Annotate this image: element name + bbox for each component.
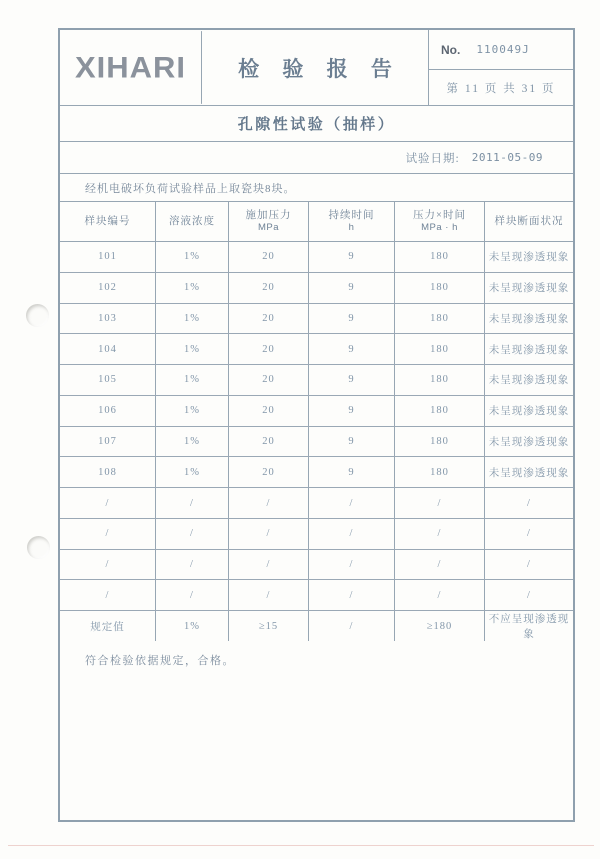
section-title: 孔隙性试验（抽样） — [60, 106, 573, 142]
table-cell: / — [60, 580, 156, 610]
table-cell: 1% — [156, 334, 229, 364]
table-cell: / — [309, 519, 395, 549]
test-date-value: 2011-05-09 — [471, 151, 543, 164]
page-indicator: 第 11 页 共 31 页 — [446, 82, 556, 95]
table-cell: 180 — [395, 396, 485, 426]
column-header-pressure-time — [395, 202, 485, 241]
table-cell: 未呈现渗透现象 — [488, 283, 570, 295]
table-cell: / — [229, 519, 309, 549]
table-row — [60, 611, 573, 641]
table-cell: / — [527, 559, 531, 571]
table-cell: 1% — [156, 242, 229, 272]
table-cell: 180 — [395, 457, 485, 487]
table-cell: / — [229, 550, 309, 580]
table-row — [60, 365, 573, 396]
table-cell: 9 — [309, 273, 395, 303]
table-row — [60, 488, 573, 519]
table-cell: 20 — [229, 396, 309, 426]
table-cell: 180 — [395, 334, 485, 364]
column-header-label: 样块断面状况 — [494, 215, 564, 227]
table-cell: 180 — [395, 242, 485, 272]
table-cell: 9 — [309, 334, 395, 364]
column-header-label: 持续时间 — [328, 210, 375, 221]
report-no-label: No. — [441, 42, 461, 57]
column-header-label: 压力×时间 — [413, 210, 466, 221]
table-row — [60, 457, 573, 488]
table-cell: / — [527, 528, 531, 540]
table-cell: / — [395, 488, 485, 518]
table-body — [60, 242, 573, 641]
table-cell: 未呈现渗透现象 — [488, 375, 570, 387]
table-cell: 1% — [156, 273, 229, 303]
test-date-row — [60, 142, 573, 174]
table-cell: / — [395, 550, 485, 580]
conclusion-text: 符合检验依据规定，合格。 — [85, 654, 235, 667]
table-cell: 未呈现渗透现象 — [488, 436, 570, 448]
table-cell: 20 — [229, 365, 309, 395]
table-cell: / — [156, 519, 229, 549]
table-cell: 1% — [156, 457, 229, 487]
table-cell: 20 — [229, 304, 309, 334]
table-cell: / — [229, 580, 309, 610]
column-header-unit: h — [348, 222, 355, 234]
table-cell: 规定值 — [60, 611, 156, 641]
column-header-label: 样块编号 — [84, 215, 131, 227]
column-header-duration — [309, 202, 395, 241]
table-cell: / — [527, 589, 531, 601]
column-header-solution-concentration — [156, 202, 229, 241]
table-cell: 106 — [60, 396, 156, 426]
xihari-logo: XIHARI — [60, 31, 202, 104]
conclusion-area — [60, 641, 573, 820]
report-number-row — [429, 30, 573, 70]
table-cell: 180 — [395, 365, 485, 395]
table-cell: 20 — [229, 273, 309, 303]
table-cell: 20 — [229, 457, 309, 487]
table-cell: / — [156, 580, 229, 610]
table-cell: 1% — [156, 365, 229, 395]
table-cell: / — [156, 488, 229, 518]
table-cell: 107 — [60, 427, 156, 457]
scan-artifact-line — [8, 845, 594, 846]
table-row — [60, 580, 573, 611]
table-cell: / — [156, 550, 229, 580]
column-header-label: 施加压力 — [245, 210, 292, 221]
sample-note: 经机电破坏负荷试验样品上取瓷块8块。 — [60, 174, 573, 202]
table-cell: 180 — [395, 427, 485, 457]
table-cell: 108 — [60, 457, 156, 487]
table-cell: 1% — [156, 427, 229, 457]
table-cell: / — [395, 519, 485, 549]
table-cell: 180 — [395, 304, 485, 334]
table-row — [60, 334, 573, 365]
column-header-unit: MPa · h — [421, 222, 458, 234]
table-cell: / — [60, 488, 156, 518]
table-row — [60, 519, 573, 550]
table-cell: 1% — [156, 611, 229, 641]
inspection-report — [58, 28, 575, 822]
table-header-row — [60, 202, 573, 242]
table-row — [60, 396, 573, 427]
table-cell: / — [60, 550, 156, 580]
column-header-label: 溶液浓度 — [169, 215, 215, 227]
table-cell: / — [229, 488, 309, 518]
table-cell: ≥180 — [395, 611, 485, 641]
table-cell: 20 — [229, 334, 309, 364]
table-cell: / — [309, 611, 395, 641]
table-row — [60, 550, 573, 581]
column-header-applied-pressure — [229, 202, 309, 241]
table-row — [60, 273, 573, 304]
table-cell: 180 — [395, 273, 485, 303]
table-cell: 9 — [309, 242, 395, 272]
table-row — [60, 304, 573, 335]
table-row — [60, 242, 573, 273]
table-cell: 103 — [60, 304, 156, 334]
table-cell: / — [309, 488, 395, 518]
column-header-cross-section — [485, 202, 573, 241]
table-cell: 未呈现渗透现象 — [488, 467, 570, 479]
table-cell: 未呈现渗透现象 — [488, 252, 570, 264]
table-cell: 未呈现渗透现象 — [488, 313, 570, 325]
table-cell: 102 — [60, 273, 156, 303]
table-cell: ≥15 — [229, 611, 309, 641]
table-cell: 未呈现渗透现象 — [488, 406, 570, 418]
table-cell: 105 — [60, 365, 156, 395]
table-cell: 9 — [309, 304, 395, 334]
report-no-value: 110049J — [476, 43, 530, 56]
table-cell: 9 — [309, 457, 395, 487]
test-date-label: 试验日期: — [405, 152, 460, 165]
column-header-unit: MPa — [257, 222, 280, 234]
table-cell: / — [527, 497, 531, 509]
report-number-block — [429, 30, 573, 105]
table-cell: 9 — [309, 427, 395, 457]
report-header — [60, 30, 573, 106]
table-row — [60, 427, 573, 458]
table-cell: / — [395, 580, 485, 610]
table-cell: 20 — [229, 427, 309, 457]
column-header-sample-id — [60, 202, 156, 241]
table-cell: / — [60, 519, 156, 549]
punch-hole-bottom — [27, 536, 50, 559]
table-cell: / — [309, 550, 395, 580]
table-cell: 20 — [229, 242, 309, 272]
table-cell: 1% — [156, 396, 229, 426]
table-cell: 101 — [60, 242, 156, 272]
punch-hole-top — [26, 304, 49, 327]
table-cell: 未呈现渗透现象 — [488, 344, 570, 356]
table-cell: 9 — [309, 365, 395, 395]
table-cell: 9 — [309, 396, 395, 426]
table-cell: / — [309, 580, 395, 610]
table-cell: 1% — [156, 304, 229, 334]
table-cell: 104 — [60, 334, 156, 364]
table-cell: 不应呈现渗透现象 — [488, 614, 570, 641]
report-title: 检 验 报 告 — [202, 30, 429, 105]
